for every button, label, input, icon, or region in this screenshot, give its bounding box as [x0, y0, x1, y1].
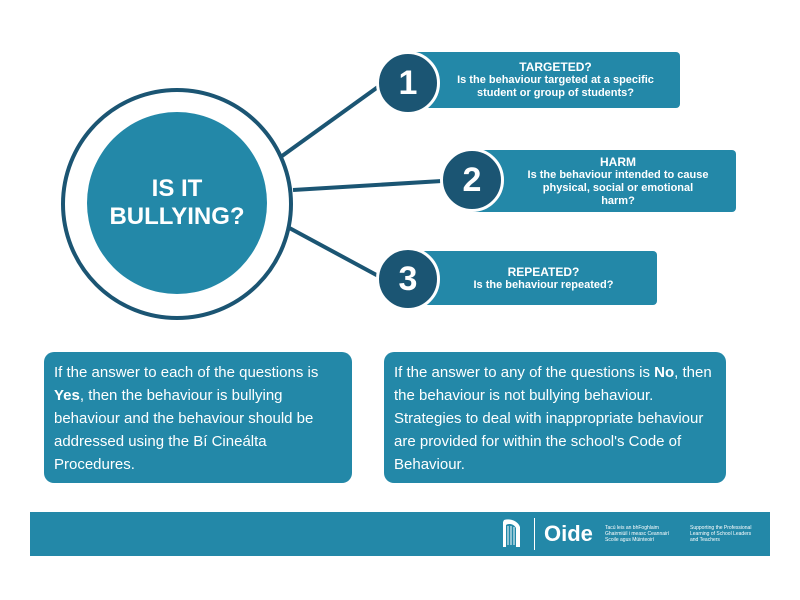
- yes-answer-box: [44, 352, 352, 483]
- irish-tagline-line-1: Tacú leis an bhFoghlaim: [605, 525, 659, 531]
- question-3-number: [376, 247, 440, 311]
- no-answer-rest: , then the behaviour is not bullying behaviour. Strategies to deal with inappropriate behaviour are provided for within the school's Code of Behaviour.: [394, 364, 712, 473]
- center-label: IS IT BULLYING?: [109, 175, 245, 230]
- question-2-number: [440, 148, 504, 212]
- yes-answer-keyword: Yes: [54, 387, 80, 404]
- question-1-line-2: student or group of students?: [476, 87, 635, 99]
- question-1-number: [376, 51, 440, 115]
- question-1-number-label: 1: [398, 63, 418, 102]
- english-tagline-line-3: and Teachers: [690, 537, 720, 543]
- yes-answer-lead: If the answer to each of the questions is: [54, 364, 319, 381]
- question-2-line-1: Is the behaviour intended to cause: [527, 168, 709, 181]
- question-3-line-1: Is the behaviour repeated?: [473, 278, 614, 291]
- no-answer-keyword: No: [654, 364, 675, 381]
- irish-tagline-line-3: Scoile agus Múinteoirí: [605, 537, 655, 543]
- yes-answer-rest: , then the behaviour is bullying behaviour and the behaviour should be addressed using the Bí Cineálta Procedures.: [54, 387, 314, 473]
- question-2-title: HARM: [600, 154, 636, 169]
- english-tagline-line-2: Learning of School Leaders: [690, 531, 752, 537]
- question-1-title: TARGETED?: [519, 60, 592, 74]
- center-circle: [87, 112, 267, 294]
- question-3-box: [404, 251, 657, 305]
- irish-tagline: [605, 525, 685, 543]
- english-tagline: [690, 525, 770, 543]
- question-3-title: REPEATED?: [507, 264, 580, 279]
- no-answer-lead: If the answer to any of the questions is: [394, 364, 655, 381]
- question-2-box: [470, 150, 736, 212]
- question-2-line-3: harm?: [601, 194, 635, 207]
- question-1-box: [405, 52, 680, 108]
- question-1-line-1: Is the behaviour targeted at a specific: [457, 74, 654, 86]
- english-tagline-line-1: Supporting the Professional: [690, 525, 752, 531]
- question-3-number-label: 3: [398, 259, 418, 298]
- question-2-line-2: physical, social or emotional: [542, 181, 694, 194]
- no-answer-box: [384, 352, 726, 483]
- question-2-number-label: 2: [462, 160, 482, 199]
- irish-tagline-line-2: Ghairmiúil i measc Ceannairí: [605, 531, 670, 537]
- oide-logo: Oide: [544, 521, 593, 546]
- footer-divider: [534, 518, 535, 550]
- harp-icon: [500, 517, 524, 551]
